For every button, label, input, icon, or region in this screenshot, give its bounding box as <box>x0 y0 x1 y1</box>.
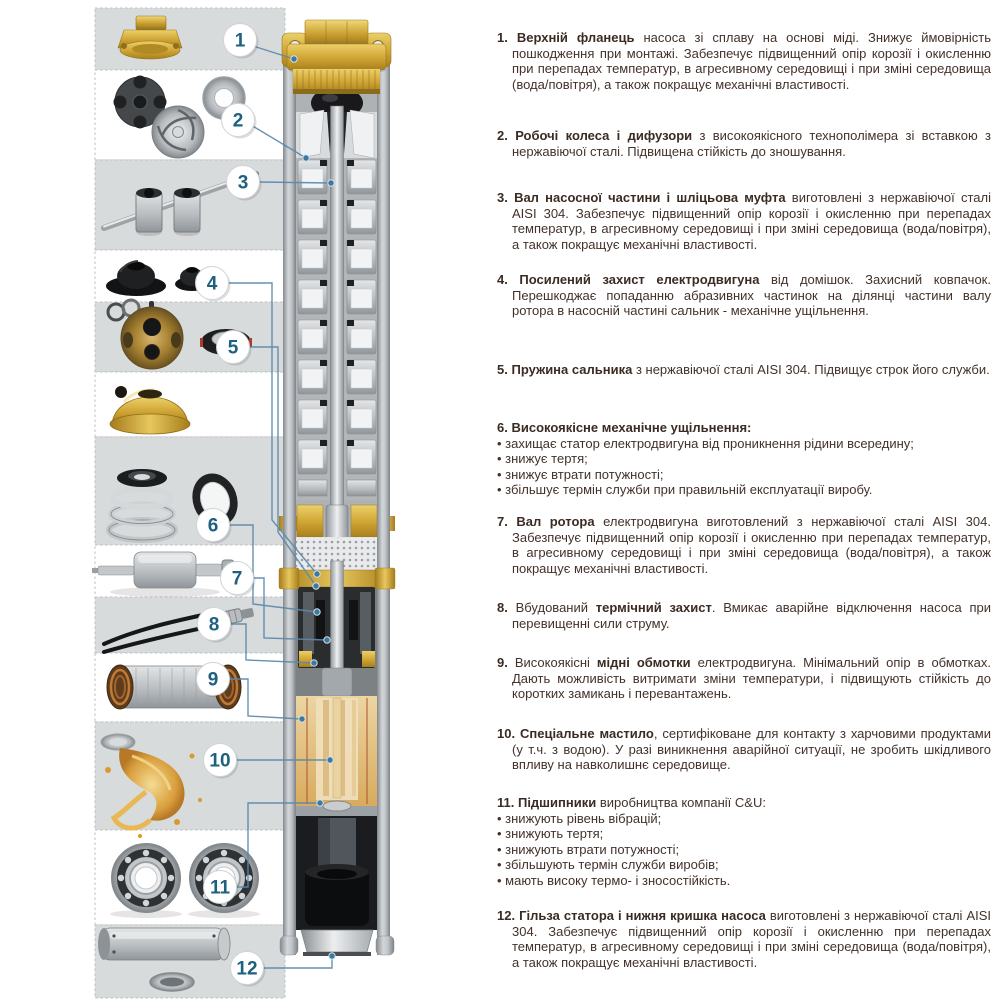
spec-item-5 <box>497 362 991 378</box>
callout-3-number: 3 <box>237 172 249 194</box>
spec-item-10 <box>497 726 991 773</box>
spec-item-text: 5. Пружина сальника з нержавіючої сталі AISI 304. Підвищує строк його служби. <box>497 362 990 377</box>
spec-item-text: 7. Вал ротора електродвигуна виготовлений з нержавіючої сталі AISI 304. Забезпечує підвищенний опір корозії і окисленню при перепадах температур, в агресивному середовищі і при зміні середовища (вода/повітря), а також покращує механічні властивості. <box>497 514 991 576</box>
spec-item-text: 10. Спеціальне мастило, сертифіковане для контакту з харчовими продуктами (у т.ч. з водою). У разі виникнення аварійної ситуації, не зробить шкідливого впливу на навколишнє середовище. <box>497 726 991 773</box>
spec-item-8 <box>497 600 991 631</box>
spec-item-number: 12. <box>497 908 520 923</box>
callout-7-number: 7 <box>231 568 243 590</box>
spec-item-2 <box>497 128 991 159</box>
callout-1-number: 1 <box>234 30 246 52</box>
spec-item-text: 3. Вал насосної частини і шліцьова муфта виготовлені з нержавіючої сталі AISI 304. Забезпечує підвищенний опір корозії і окисленню при перепадах температур, в агресивному середовищі і при зміні середовища (вода/повітря), а також покращує механічні властивості. <box>497 190 991 252</box>
spec-item-4 <box>497 272 991 319</box>
spec-item-number: 4. <box>497 272 520 287</box>
spec-item-number: 8. <box>497 600 516 615</box>
callout-9-number: 9 <box>207 669 219 691</box>
spec-bullet: • знижують втрати потужності; <box>497 841 680 857</box>
callout-11-number: 11 <box>209 877 231 899</box>
spec-item-text: 2. Робочі колеса і дифузори з високоякісного технополімера зі вставкою з нержавіючої сталі. Підвищена стійкість до зношування. <box>497 128 991 159</box>
spec-item-text: 1. Верхній фланець насоса зі сплаву на основі міді. Знижує ймовірність пошкодження при монтажі. Забезпечує підвищенний опір корозії і окисленню при перепадах температур, в агресивному середовищі і при зміні середовища (вода/повітря), а також покращує механічні властивості. <box>497 30 991 92</box>
spec-item-text: 6. Високоякісне механічне ущільнення: <box>497 420 752 435</box>
spec-bullet: • збільшують термін служби виробів; <box>497 857 719 873</box>
spec-item-text: 11. Підшипники виробництва компанії C&U: <box>497 795 766 810</box>
spec-item-11 <box>497 795 991 889</box>
spec-item-number: 7. <box>497 514 517 529</box>
spec-bullet: • знижують рівень вібрацій; <box>497 810 662 826</box>
spec-bullet: • знижує тертя; <box>497 451 588 467</box>
callout-4-number: 4 <box>206 273 218 295</box>
callout-5-number: 5 <box>227 337 239 359</box>
callout-12-number: 12 <box>236 958 258 980</box>
spec-item-1 <box>497 30 991 92</box>
spec-bullet: • захищає статор електродвигуна від проникнення рідини всередину; <box>497 435 914 451</box>
spec-bullet: • знижують тертя; <box>497 826 604 842</box>
callout-10-number: 10 <box>209 750 231 772</box>
callout-6-number: 6 <box>207 515 219 537</box>
spec-bullet: • мають високу термо- і зносостійкість. <box>497 872 731 888</box>
callout-8-number: 8 <box>208 614 220 636</box>
spec-item-7 <box>497 514 991 576</box>
spec-item-3 <box>497 190 991 252</box>
spec-item-number: 1. <box>497 30 517 45</box>
spec-item-number: 5. <box>497 362 512 377</box>
spec-item-text: 8. Вбудований термічний захист. Вмикає аварійне відключення насоса при перевищенні сили струму. <box>497 600 991 631</box>
spec-item-text: 9. Високоякісні мідні обмотки електродвигуна. Мінімальний опір в обмотках. Дають можливість витримати зміни температури, і підвищують стійкість до коротких замикань і перевантажень. <box>497 655 991 702</box>
spec-item-number: 2. <box>497 128 516 143</box>
spec-item-number: 6. <box>497 420 512 435</box>
spec-bullet: • знижує втрати потужності; <box>497 466 664 482</box>
spec-item-12 <box>497 908 991 970</box>
spec-item-text: 4. Посилений захист електродвигуна від домішок. Захисний ковпачок. Перешкоджає попаданню абразивних частинок на ділянці частини валу ротора в насосній частині сальник - механічне ущільнення. <box>497 272 991 319</box>
spec-item-number: 3. <box>497 190 515 205</box>
spec-item-number: 11. <box>497 795 518 810</box>
spec-item-text: 12. Гільза статора і нижня кришка насоса виготовлені з нержавіючої сталі AISI 304. Забезпечує підвищенний опір корозії і окисленню при перепадах температур, в агресивному середовищі і при зміні середовища (вода/повітря), а також покращує механічні властивості. <box>497 908 992 970</box>
spec-item-9 <box>497 655 991 702</box>
callout-2-number: 2 <box>232 110 244 132</box>
spec-item-number: 10. <box>497 726 520 741</box>
spec-item-number: 9. <box>497 655 515 670</box>
spec-bullet: • збільшує термін служби при правильній експлуатації виробу. <box>497 482 873 498</box>
spec-item-6 <box>497 420 991 498</box>
